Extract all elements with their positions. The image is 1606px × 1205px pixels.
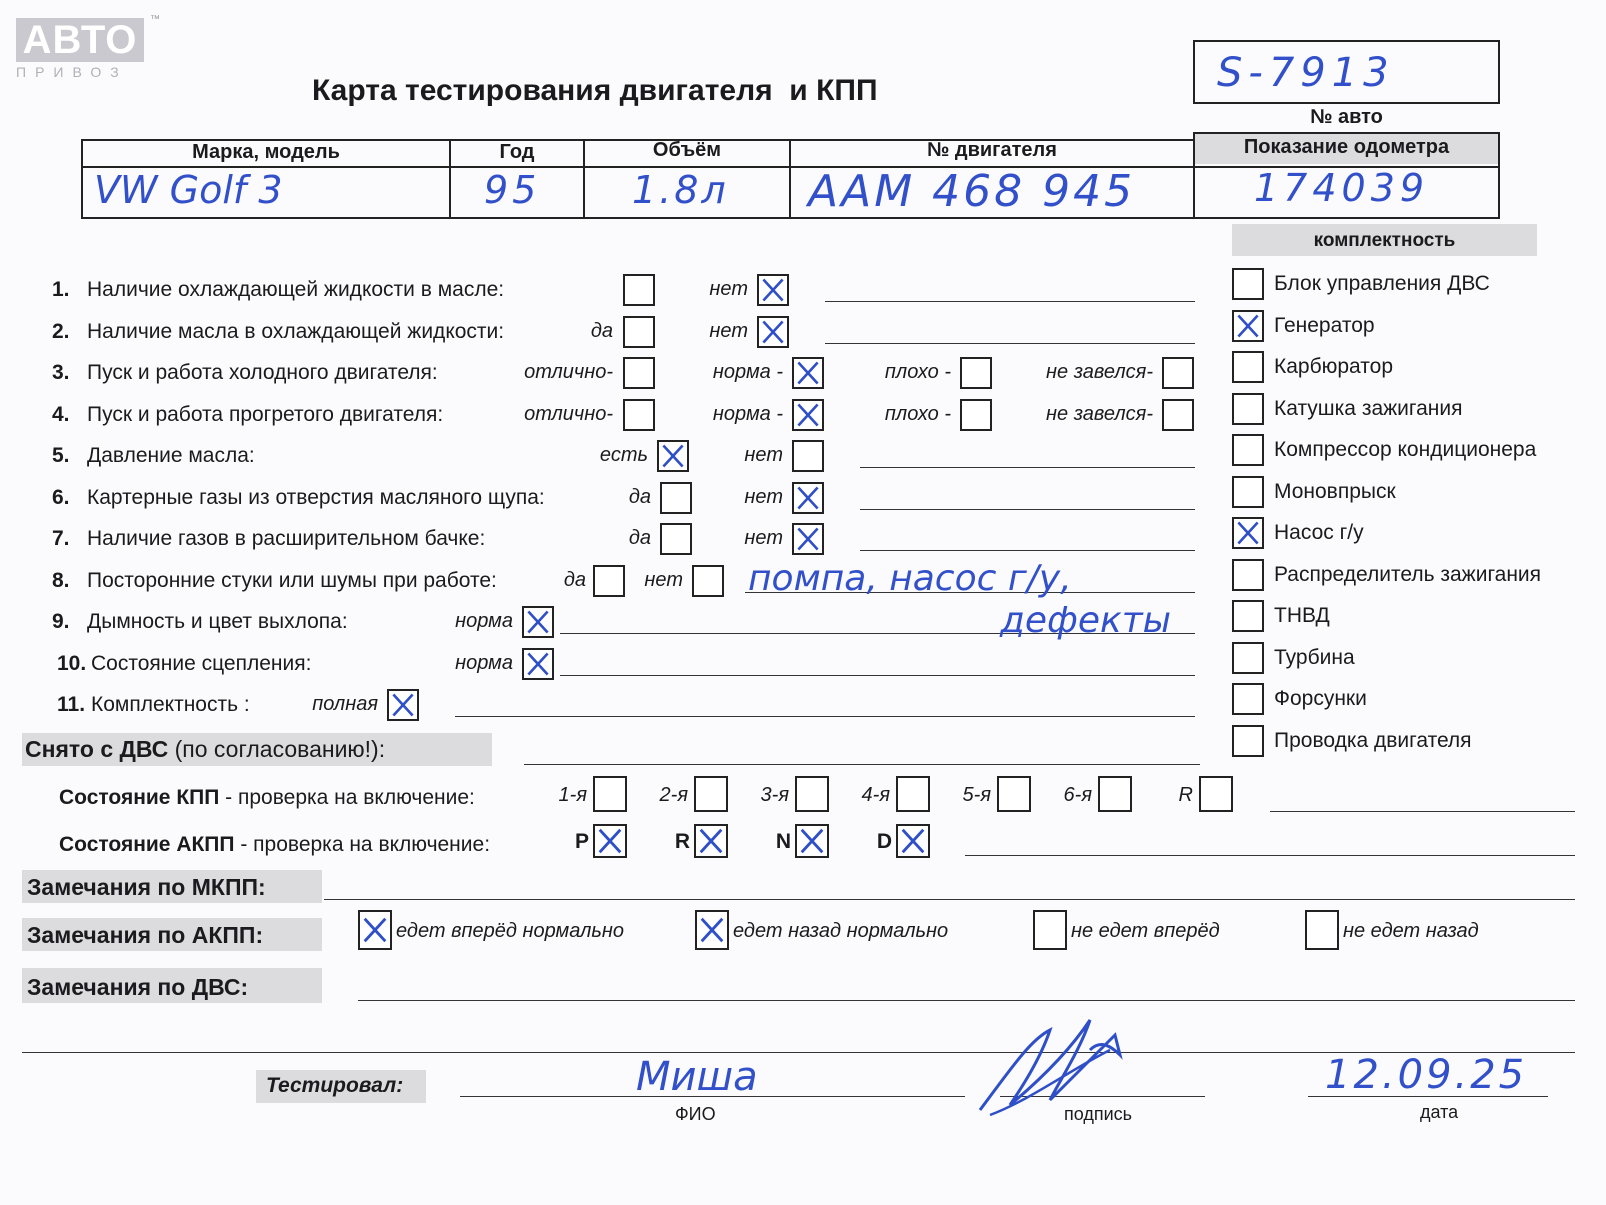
question-3-checkbox-1[interactable] (623, 357, 655, 389)
akpp-bold: Состояние АКПП (59, 833, 235, 856)
question-1-checkbox-1[interactable] (623, 274, 655, 306)
question-5-note-line (860, 467, 1195, 468)
question-label-6: Картерные газы из отверстия масляного щупа: (87, 485, 545, 509)
question-3-checkbox-3[interactable] (960, 357, 992, 389)
kit-checkbox-11[interactable] (1232, 683, 1264, 715)
question-11-checkbox-1[interactable] (387, 689, 419, 721)
check-mark-icon (524, 650, 552, 678)
kit-item-label-1: Блок управления ДВС (1274, 272, 1490, 295)
question-8-option-label-2: нет (644, 568, 683, 591)
remarks-mkpp-label: Замечания по МКПП: (27, 874, 266, 900)
check-mark-icon (1234, 312, 1262, 340)
check-mark-icon (360, 912, 390, 948)
question-label-5: Давление масла: (87, 444, 255, 467)
kpp-gear-label-7: R (1178, 784, 1193, 806)
question-label-8: Посторонние стуки или шумы при работе: (87, 568, 497, 592)
question-4-option-label-1: отлично- (524, 402, 613, 425)
kit-checkbox-3[interactable] (1232, 351, 1264, 383)
kit-item-label-12: Проводка двигателя (1274, 728, 1472, 752)
akpp-gear-checkbox-4[interactable] (896, 824, 930, 858)
akpp-remark-label-4: не едет назад (1343, 920, 1479, 942)
akpp-gear-checkbox-1[interactable] (593, 824, 627, 858)
question-number-9: 9. (52, 610, 70, 633)
removed-line (524, 764, 1200, 765)
question-4-checkbox-4[interactable] (1162, 399, 1194, 431)
value-volume: 1.8л (632, 168, 729, 212)
kit-title: комплектность (1313, 230, 1456, 251)
question-number-10: 10. (57, 651, 87, 675)
question-10-checkbox-1[interactable] (522, 648, 554, 680)
question-7-option-label-1: да (628, 527, 651, 549)
question-number-2: 2. (52, 319, 70, 343)
date-caption: дата (1420, 1102, 1459, 1122)
question-label-11: Комплектность : (91, 693, 250, 716)
kit-checkbox-4[interactable] (1232, 393, 1264, 425)
q8-note-2: дефекты (1000, 600, 1172, 641)
kit-item-label-3: Карбюратор (1274, 355, 1394, 378)
kit-checkbox-5[interactable] (1232, 434, 1264, 466)
check-mark-icon (794, 359, 822, 387)
kit-checkbox-9[interactable] (1232, 600, 1264, 632)
logo-main: АВТО (16, 18, 144, 62)
kpp-gear-label-4: 4-я (861, 784, 890, 806)
question-4-checkbox-1[interactable] (623, 399, 655, 431)
question-number-4: 4. (52, 402, 70, 426)
kit-item-label-11: Форсунки (1274, 687, 1367, 710)
kit-item-label-9: ТНВД (1274, 604, 1330, 627)
question-5-checkbox-1[interactable] (657, 440, 689, 472)
question-2-option-label-2: нет (709, 319, 748, 342)
question-number-11: 11. (57, 693, 86, 716)
kpp-bold: Состояние КПП (59, 786, 220, 809)
akpp-label (59, 833, 490, 857)
question-11-note-line (455, 716, 1195, 717)
akpp-gear-checkbox-2[interactable] (694, 824, 728, 858)
car-number-value: S-7913 (1217, 50, 1395, 96)
logo-tm: ™ (150, 14, 160, 25)
question-4-option-label-2: норма - (712, 402, 783, 425)
value-year: 95 (484, 168, 541, 212)
remarks-dvs-line (358, 1000, 1575, 1001)
question-4-checkbox-3[interactable] (960, 399, 992, 431)
question-1-checkbox-2[interactable] (757, 274, 789, 306)
question-5-option-label-2: нет (744, 444, 783, 466)
question-10-note-line (560, 675, 1195, 676)
question-4-checkbox-2[interactable] (792, 399, 824, 431)
test-date: 12.09.25 (1325, 1052, 1528, 1098)
check-mark-icon (1234, 519, 1262, 547)
check-mark-icon (696, 826, 726, 856)
kit-checkbox-12[interactable] (1232, 725, 1264, 757)
question-8-option-label-1: да (563, 568, 586, 591)
question-6-checkbox-2[interactable] (792, 482, 824, 514)
removed-suffix: (по согласованию!): (168, 736, 386, 762)
question-10-option-label-1: норма (455, 651, 513, 674)
remarks-akpp-label: Замечания по АКПП: (27, 922, 264, 948)
kit-checkbox-10[interactable] (1232, 642, 1264, 674)
question-label-3: Пуск и работа холодного двигателя: (87, 361, 438, 384)
question-7-option-label-2: нет (744, 527, 783, 549)
kpp-gear-checkbox-2[interactable] (694, 776, 728, 812)
check-mark-icon (595, 826, 625, 856)
question-1-option-label-2: нет (709, 278, 748, 300)
question-2-note-line (825, 343, 1195, 344)
question-8-checkbox-2[interactable] (692, 565, 724, 597)
header-model: Марка, модель (192, 141, 340, 163)
logo-sub: ПРИВОЗ (16, 64, 128, 80)
akpp-rest: - проверка на включение: (234, 833, 491, 856)
kit-item-label-4: Катушка зажигания (1274, 396, 1463, 420)
header-odometer: Показание одометра (1243, 136, 1450, 158)
kpp-rest: - проверка на включение: (219, 786, 475, 809)
check-mark-icon (797, 826, 827, 856)
kpp-gear-label-6: 6-я (1063, 784, 1092, 806)
question-3-option-label-4: не завелся- (1046, 361, 1153, 383)
question-3-option-label-1: отлично- (524, 361, 613, 383)
question-number-1: 1. (52, 278, 70, 301)
car-number-label: № авто (1310, 106, 1383, 128)
tester-name: Миша (636, 1054, 758, 1100)
akpp-gear-checkbox-3[interactable] (795, 824, 829, 858)
question-5-option-label-1: есть (599, 444, 648, 466)
kpp-gear-label-5: 5-я (962, 784, 991, 806)
kit-checkbox-8[interactable] (1232, 559, 1264, 591)
tested-label: Тестировал: (266, 1074, 404, 1097)
question-7-checkbox-2[interactable] (792, 523, 824, 555)
kit-item-label-2: Генератор (1274, 313, 1375, 337)
kpp-gear-checkbox-6[interactable] (1098, 776, 1132, 812)
akpp-remark-label-1: едет вперёд нормально (396, 920, 625, 942)
check-mark-icon (659, 442, 687, 470)
name-caption: ФИО (675, 1104, 716, 1124)
kpp-line (1270, 811, 1575, 812)
question-3-checkbox-4[interactable] (1162, 357, 1194, 389)
question-8-checkbox-1[interactable] (593, 565, 625, 597)
question-number-8: 8. (52, 568, 70, 592)
question-label-10: Состояние сцепления: (91, 651, 312, 675)
question-6-note-line (860, 509, 1195, 510)
akpp-remark-label-2: едет назад нормально (733, 920, 949, 942)
sign-caption: подпись (1064, 1104, 1133, 1124)
akpp-gear-label-3: N (775, 830, 791, 853)
check-mark-icon (794, 525, 822, 553)
question-4-option-label-4: не завелся- (1046, 402, 1153, 425)
question-5-checkbox-2[interactable] (792, 440, 824, 472)
kpp-label (59, 786, 475, 810)
question-3-option-label-2: норма - (712, 361, 783, 383)
question-4-option-label-3: плохо - (884, 402, 951, 425)
question-number-6: 6. (52, 485, 70, 509)
kit-item-label-8: Распределитель зажигания (1274, 562, 1542, 586)
check-mark-icon (759, 276, 787, 304)
check-mark-icon (697, 912, 727, 948)
kpp-gear-checkbox-7[interactable] (1199, 776, 1233, 812)
header-volume: Объём (652, 139, 722, 161)
kit-item-label-5: Компрессор кондиционера (1274, 438, 1537, 461)
page-title: Карта тестирования двигателя и КПП (312, 74, 878, 107)
logo (16, 14, 160, 80)
kpp-gear-label-3: 3-я (760, 784, 789, 806)
header-year: Год (499, 141, 535, 163)
question-label-9: Дымность и цвет выхлопа: (87, 610, 348, 633)
question-number-3: 3. (52, 361, 70, 384)
question-2-option-label-1: да (590, 319, 613, 342)
akpp-remark-checkbox-1[interactable] (358, 910, 392, 950)
akpp-remark-checkbox-4[interactable] (1305, 910, 1339, 950)
question-9-option-label-1: норма (455, 610, 513, 632)
question-6-checkbox-1[interactable] (660, 482, 692, 514)
check-mark-icon (759, 318, 787, 346)
value-odometer: 174039 (1254, 166, 1430, 210)
question-label-2: Наличие масла в охлаждающей жидкости: (87, 319, 505, 343)
question-7-checkbox-1[interactable] (660, 523, 692, 555)
question-3-checkbox-2[interactable] (792, 357, 824, 389)
removed-label (25, 736, 385, 763)
kit-checkbox-6[interactable] (1232, 476, 1264, 508)
akpp-remark-checkbox-2[interactable] (695, 910, 729, 950)
question-3-option-label-3: плохо - (884, 361, 951, 383)
q8-note: помпа, насос г/у, (748, 558, 1072, 599)
question-label-7: Наличие газов в расширительном бачке: (87, 527, 486, 550)
question-number-5: 5. (52, 444, 70, 467)
check-mark-icon (794, 484, 822, 512)
kit-checkbox-1[interactable] (1232, 268, 1264, 300)
question-2-checkbox-2[interactable] (757, 316, 789, 348)
kit-item-label-6: Моновпрыск (1274, 479, 1396, 503)
question-11-option-label-1: полная (312, 693, 378, 715)
remarks-mkpp-line (324, 899, 1575, 900)
kit-item-label-7: Насос г/у (1274, 521, 1364, 544)
kpp-gear-label-1: 1-я (558, 784, 587, 806)
akpp-remark-label-3: не едет вперёд (1071, 920, 1220, 942)
kpp-gear-checkbox-1[interactable] (593, 776, 627, 812)
kit-checkbox-7[interactable] (1232, 517, 1264, 549)
kit-item-label-10: Турбина (1274, 645, 1355, 669)
value-engine-no: AAM 468 945 (808, 166, 1136, 217)
kit-checkbox-2[interactable] (1232, 310, 1264, 342)
kpp-gear-checkbox-5[interactable] (997, 776, 1031, 812)
question-label-4: Пуск и работа прогретого двигателя: (87, 402, 444, 426)
removed-bold: Снято с ДВС (25, 736, 169, 762)
question-9-checkbox-1[interactable] (522, 606, 554, 638)
akpp-gear-label-4: D (876, 830, 892, 853)
check-mark-icon (898, 826, 928, 856)
question-6-option-label-2: нет (744, 485, 783, 508)
car-number-box (1193, 40, 1500, 104)
kpp-gear-checkbox-4[interactable] (896, 776, 930, 812)
check-mark-icon (794, 401, 822, 429)
kpp-gear-label-2: 2-я (659, 784, 688, 806)
check-mark-icon (524, 608, 552, 636)
question-number-7: 7. (52, 527, 70, 550)
question-7-note-line (860, 550, 1195, 551)
akpp-remark-checkbox-3[interactable] (1033, 910, 1067, 950)
question-1-note-line (825, 301, 1195, 302)
question-label-1: Наличие охлаждающей жидкости в масле: (87, 278, 505, 301)
akpp-gear-label-1: P (574, 830, 589, 853)
akpp-gear-label-2: R (674, 830, 690, 853)
kpp-gear-checkbox-3[interactable] (795, 776, 829, 812)
akpp-line (965, 855, 1575, 856)
remarks-dvs-label: Замечания по ДВС: (27, 974, 249, 1000)
value-model: VW Golf 3 (94, 168, 283, 212)
header-engine-no: № двигателя (927, 139, 1057, 161)
check-mark-icon (389, 691, 417, 719)
question-6-option-label-1: да (628, 485, 651, 508)
question-2-checkbox-1[interactable] (623, 316, 655, 348)
